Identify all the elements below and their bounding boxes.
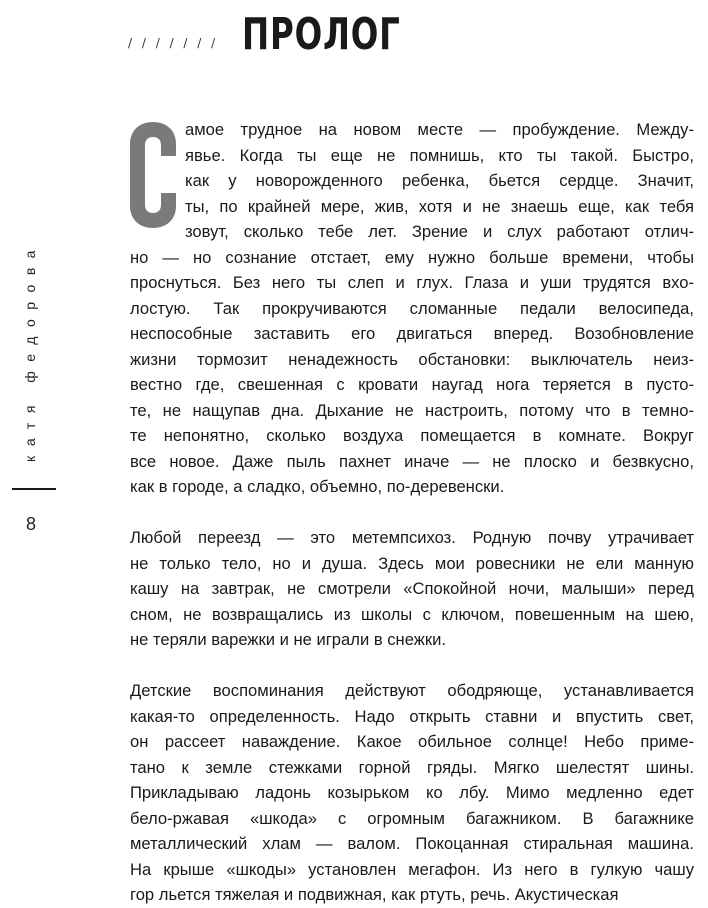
text-line: На крыше «шкоды» установлен мегафон. Из него в гулкую чашу — [130, 859, 694, 879]
text-line: Прикладываю ладонь козырьком ко лбу. Мимо медленно едет — [130, 783, 694, 802]
paragraph-gap — [130, 653, 694, 679]
text-line: явье. Когда ты еще не помнишь, кто ты такой. Быстро, — [185, 145, 694, 165]
text-line: вестно где, свешенная с кровати наугад нога теряется в пусто- — [130, 375, 694, 394]
body-text — [130, 117, 694, 908]
text-line: Любой переезд — это метемпсихоз. Родную почву утрачивает — [130, 528, 694, 547]
page-number: 8 — [26, 514, 37, 534]
text-line: гор льется тяжелая и подвижная, как ртуть, речь. Акустическая — [130, 885, 619, 904]
text-line: ты, по крайней мере, жив, хотя и не знаешь еще, как тебя — [185, 196, 694, 216]
paragraph-gap — [130, 500, 694, 526]
sidebar-divider — [12, 488, 56, 490]
text-line: жизни тормозит ненадежность обстановки: выключатель неиз- — [130, 349, 694, 369]
chapter-title: ПРОЛОГ — [242, 9, 401, 60]
text-line: проснуться. Без него ты слеп и глух. Глаза и уши трудятся вхо- — [130, 273, 694, 292]
text-line: металлический хлам — валом. Покоцанная стиральная машина. — [130, 834, 694, 853]
paragraph — [130, 678, 694, 908]
text-line: тано к земле стежками горной гряды. Мягко шелестят шины. — [130, 757, 694, 777]
text-line: амое трудное на новом месте — пробуждение. Между- — [185, 120, 694, 139]
title-decoration: / / / / / / / — [128, 36, 219, 50]
paragraph — [130, 525, 694, 653]
text-line: какая-то определенность. Надо открыть ставни и впустить свет, — [130, 706, 694, 726]
text-line: как в городе, а сладко, объемно, по-деревенски. — [130, 477, 505, 496]
text-line: бело-ржавая «шкода» с огромным багажником. В багажнике — [130, 808, 694, 828]
text-line: не только тело, но и душа. Здесь мои ровесники не ели манную — [130, 553, 694, 573]
text-line: Детские воспоминания действуют ободряюще, устанавливается — [130, 681, 694, 700]
text-line: лостую. Так прокручиваются сломанные педали велосипеда, — [130, 298, 694, 318]
text-line: кашу на завтрак, не смотрели «Спокойной ночи, малыши» перед — [130, 579, 694, 598]
text-line: как у новорожденного ребенка, бьется сердце. Значит, — [185, 171, 694, 190]
text-line: те непонятно, сколько воздуха помещается в комнате. Вокруг — [130, 426, 694, 445]
author-name: катя федорова — [22, 241, 38, 462]
paragraph — [130, 117, 694, 500]
text-line: но — но сознание отстает, ему нужно больше времени, чтобы — [130, 247, 694, 267]
text-line: зовут, сколько тебе лет. Зрение и слух работают отлич- — [185, 222, 694, 241]
text-line: неспособные заставить его двигаться вперед. Возобновление — [130, 324, 694, 343]
text-line: все новое. Даже пыль пахнет иначе — не плоско и безвкусно, — [130, 451, 694, 471]
text-line: не теряли варежки и не играли в снежки. — [130, 630, 446, 649]
text-line: он рассеет наваждение. Какое обильное солнце! Небо приме- — [130, 732, 694, 751]
text-line: те, не нащупав дна. Дыхание не настроить, потому что в темно- — [130, 400, 694, 420]
text-line: сном, не возвращались из школы с ключом, повешенным на шею, — [130, 604, 694, 624]
